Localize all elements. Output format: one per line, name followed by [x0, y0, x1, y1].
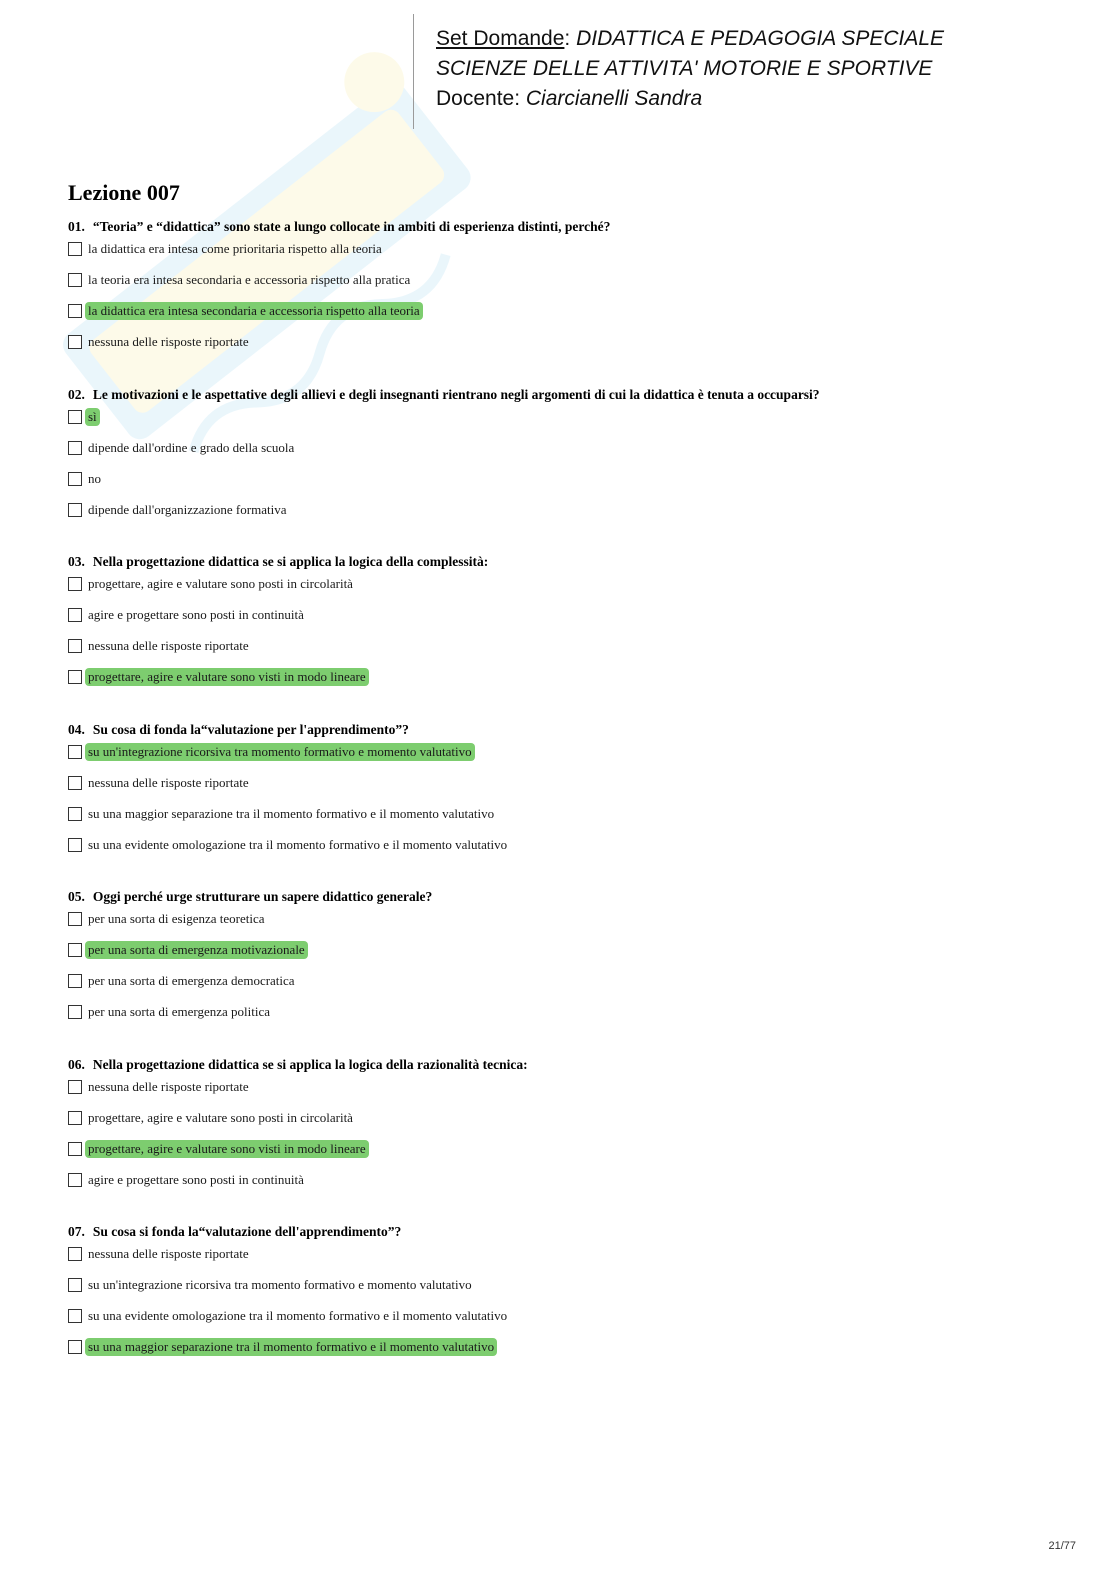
answer-option[interactable]: [68, 501, 1068, 532]
answer-checkbox[interactable]: [68, 335, 82, 349]
question-block: [68, 552, 1068, 720]
question-prompt: Nella progettazione didattica se si applica la logica della razionalità tecnica:: [92, 1056, 528, 1072]
set-colon: :: [564, 27, 577, 50]
answer-checkbox[interactable]: [68, 1278, 82, 1292]
question-text: [68, 887, 1068, 910]
answer-checkbox[interactable]: [68, 1247, 82, 1261]
answer-option[interactable]: [68, 333, 1068, 364]
answer-checkbox[interactable]: [68, 304, 82, 318]
answer-label: agire e progettare sono posti in continuità: [88, 1171, 304, 1187]
answer-label: dipende dall'organizzazione formativa: [88, 501, 287, 517]
answer-label: nessuna delle risposte riportate: [88, 774, 249, 790]
set-label: Set Domande: [436, 27, 565, 50]
answer-checkbox[interactable]: [68, 1309, 82, 1323]
answer-option[interactable]: [68, 408, 1068, 439]
answer-checkbox[interactable]: [68, 608, 82, 622]
answer-label: su una evidente omologazione tra il momento formativo e il momento valutativo: [88, 1308, 508, 1323]
question-number: 05.: [68, 889, 85, 904]
question-prompt: Oggi perché urge strutturare un sapere didattico generale?: [92, 889, 433, 904]
answer-option[interactable]: [68, 1276, 1068, 1307]
answer-option[interactable]: [68, 1245, 1068, 1276]
answer-label: nessuna delle risposte riportate: [88, 638, 249, 653]
answer-checkbox[interactable]: [68, 1111, 82, 1125]
question-number: 01.: [68, 219, 85, 234]
answer-checkbox[interactable]: [68, 943, 82, 957]
question-prompt: Su cosa di fonda la“valutazione per l'apprendimento”?: [92, 721, 409, 737]
answer-checkbox[interactable]: [68, 807, 82, 821]
answer-option[interactable]: [68, 637, 1068, 668]
answer-option[interactable]: [68, 1171, 1068, 1202]
question-text: [68, 720, 1068, 743]
answer-option[interactable]: [68, 774, 1068, 805]
answer-option[interactable]: [68, 302, 1068, 333]
correct-answer-label: per una sorta di emergenza motivazionale: [85, 941, 308, 959]
answer-option[interactable]: [68, 910, 1068, 941]
answer-checkbox[interactable]: [68, 1005, 82, 1019]
correct-answer-label: progettare, agire e valutare sono visti in modo lineare: [85, 1140, 369, 1158]
header-divider: [413, 14, 414, 129]
answer-label: progettare, agire e valutare sono posti in circolarità: [88, 576, 353, 591]
question-list: [68, 217, 1068, 1390]
answer-checkbox[interactable]: [68, 639, 82, 653]
document-header: [436, 24, 944, 114]
correct-answer-label: sì: [85, 408, 100, 426]
degree-name: SCIENZE DELLE ATTIVITA' MOTORIE E SPORTIVE: [436, 57, 933, 80]
question-prompt: Le motivazioni e le aspettative degli allievi e degli insegnanti rientrano negli argomenti di cui la didattica è tenuta a occuparsi?: [92, 386, 820, 402]
correct-answer-label: progettare, agire e valutare sono visti in modo lineare: [85, 668, 369, 686]
question-number: 06.: [68, 1056, 85, 1072]
answer-option[interactable]: [68, 805, 1068, 836]
answer-checkbox[interactable]: [68, 242, 82, 256]
answer-label: nessuna delle risposte riportate: [88, 1078, 249, 1094]
answer-checkbox[interactable]: [68, 1340, 82, 1354]
answer-option[interactable]: [68, 941, 1068, 972]
question-number: 02.: [68, 386, 85, 402]
answer-checkbox[interactable]: [68, 577, 82, 591]
answer-option[interactable]: [68, 575, 1068, 606]
answer-checkbox[interactable]: [68, 273, 82, 287]
answer-checkbox[interactable]: [68, 776, 82, 790]
answer-option[interactable]: [68, 972, 1068, 1003]
answer-label: per una sorta di emergenza politica: [88, 1004, 271, 1019]
answer-checkbox[interactable]: [68, 1142, 82, 1156]
answer-label: su una maggior separazione tra il momento formativo e il momento valutativo: [88, 805, 495, 821]
question-text: [68, 1055, 1068, 1078]
answer-label: la teoria era intesa secondaria e accessoria rispetto alla pratica: [88, 272, 411, 287]
question-number: 07.: [68, 1224, 85, 1239]
question-text: [68, 217, 1068, 240]
answer-option[interactable]: [68, 836, 1068, 867]
question-block: [68, 217, 1068, 385]
answer-checkbox[interactable]: [68, 503, 82, 517]
question-number: 04.: [68, 721, 85, 737]
correct-answer-label: la didattica era intesa secondaria e accessoria rispetto alla teoria: [85, 302, 423, 320]
answer-checkbox[interactable]: [68, 745, 82, 759]
answer-option[interactable]: [68, 1078, 1068, 1109]
answer-checkbox[interactable]: [68, 1080, 82, 1094]
answer-checkbox[interactable]: [68, 472, 82, 486]
question-block: [68, 385, 1068, 553]
answer-label: nessuna delle risposte riportate: [88, 1246, 249, 1261]
answer-option[interactable]: [68, 1109, 1068, 1140]
answer-option[interactable]: [68, 470, 1068, 501]
question-block: [68, 1055, 1068, 1223]
question-block: [68, 887, 1068, 1055]
correct-answer-label: su un'integrazione ricorsiva tra momento formativo e momento valutativo: [85, 743, 475, 761]
answer-label: dipende dall'ordine e grado della scuola: [88, 439, 295, 455]
answer-option[interactable]: [68, 439, 1068, 470]
answer-label: agire e progettare sono posti in continuità: [88, 607, 304, 622]
answer-label: per una sorta di emergenza democratica: [88, 973, 295, 988]
question-block: [68, 1222, 1068, 1390]
answer-option[interactable]: [68, 240, 1068, 271]
answer-checkbox[interactable]: [68, 670, 82, 684]
question-text: [68, 552, 1068, 575]
question-text: [68, 385, 1068, 408]
question-prompt: Su cosa si fonda la“valutazione dell'apprendimento”?: [92, 1224, 402, 1239]
answer-checkbox[interactable]: [68, 912, 82, 926]
answer-label: su una evidente omologazione tra il momento formativo e il momento valutativo: [88, 836, 508, 852]
answer-label: nessuna delle risposte riportate: [88, 334, 249, 349]
answer-option[interactable]: [68, 1140, 1068, 1171]
answer-checkbox[interactable]: [68, 838, 82, 852]
answer-option[interactable]: [68, 1307, 1068, 1338]
answer-label: per una sorta di esigenza teoretica: [88, 911, 265, 926]
teacher-label: Docente:: [436, 87, 526, 110]
header-teacher-line: [436, 84, 944, 114]
page-number: 21/77: [1048, 1540, 1076, 1552]
question-prompt: Nella progettazione didattica se si applica la logica della complessità:: [92, 554, 489, 569]
question-number: 03.: [68, 554, 85, 569]
answer-option[interactable]: [68, 743, 1068, 774]
question-text: [68, 1222, 1068, 1245]
teacher-name: Ciarcianelli Sandra: [525, 87, 703, 110]
answer-label: progettare, agire e valutare sono posti in circolarità: [88, 1109, 353, 1125]
question-prompt: “Teoria” e “didattica” sono state a lungo collocate in ambiti di esperienza distinti, perché?: [92, 219, 611, 234]
answer-option[interactable]: [68, 1003, 1068, 1034]
lesson-title: Lezione 007: [68, 180, 180, 205]
course-name: DIDATTICA E PEDAGOGIA SPECIALE: [576, 27, 945, 50]
answer-option[interactable]: [68, 668, 1068, 699]
answer-label: su un'integrazione ricorsiva tra momento formativo e momento valutativo: [88, 1277, 472, 1292]
answer-option[interactable]: [68, 271, 1068, 302]
answer-checkbox[interactable]: [68, 410, 82, 424]
answer-label: la didattica era intesa come prioritaria rispetto alla teoria: [88, 241, 382, 256]
answer-label: no: [88, 470, 101, 486]
correct-answer-label: su una maggior separazione tra il momento formativo e il momento valutativo: [85, 1338, 497, 1356]
answer-checkbox[interactable]: [68, 1173, 82, 1187]
answer-checkbox[interactable]: [68, 441, 82, 455]
header-course-line: [436, 24, 944, 54]
answer-option[interactable]: [68, 1338, 1068, 1369]
answer-option[interactable]: [68, 606, 1068, 637]
answer-checkbox[interactable]: [68, 974, 82, 988]
question-block: [68, 720, 1068, 888]
